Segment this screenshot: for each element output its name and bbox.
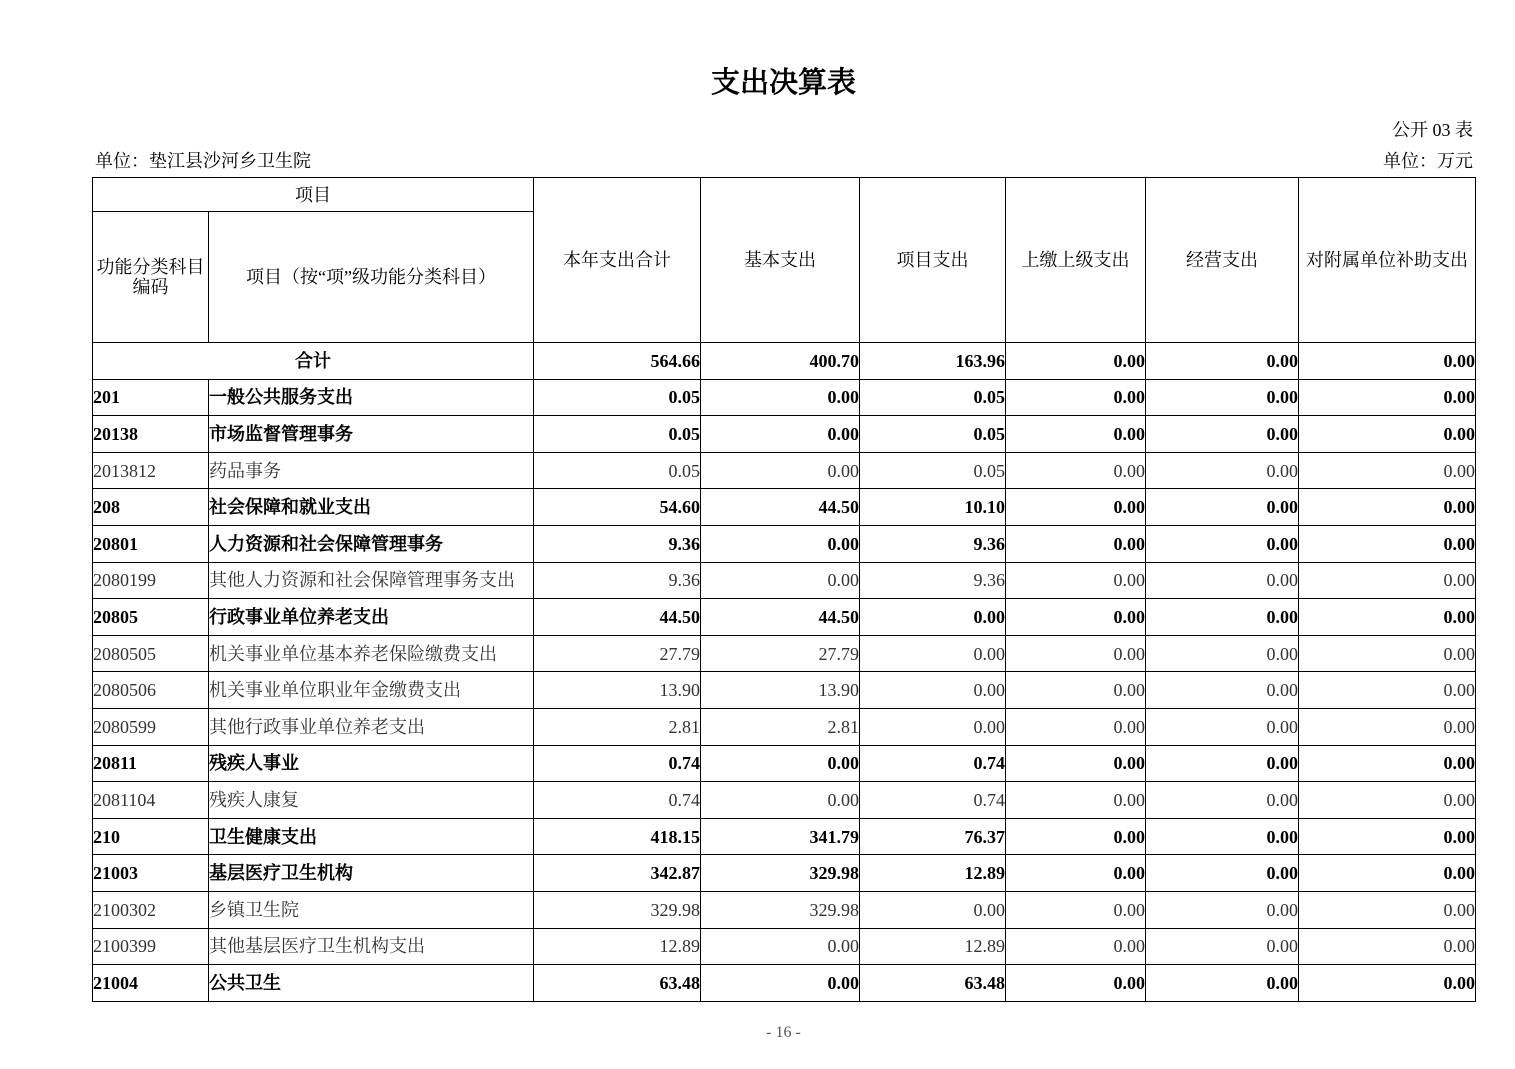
total-expenditure-cell: 9.36 [534, 525, 701, 562]
name-cell: 乡镇卫生院 [209, 891, 534, 928]
page-title: 支出决算表 [710, 67, 856, 99]
total-expenditure-cell: 0.05 [534, 379, 701, 416]
subsidy-to-affiliates-cell: 0.00 [1299, 416, 1476, 453]
subsidy-to-affiliates-cell: 0.00 [1299, 452, 1476, 489]
total-expenditure-cell: 54.60 [534, 489, 701, 526]
basic-expenditure-cell: 0.00 [701, 379, 860, 416]
business-expenditure-cell: 0.00 [1146, 452, 1299, 489]
table-row [93, 489, 1476, 526]
code-cell: 21004 [93, 965, 209, 1002]
subsidy-to-affiliates-cell: 0.00 [1299, 782, 1476, 819]
name-cell: 人力资源和社会保障管理事务 [209, 525, 534, 562]
code-cell: 2080505 [93, 635, 209, 672]
code-cell: 2080506 [93, 672, 209, 709]
basic-expenditure-cell: 0.00 [701, 965, 860, 1002]
reporting-unit: 单位：垫江县沙河乡卫生院 [95, 151, 311, 171]
table-row [93, 599, 1476, 636]
total-expenditure-cell: 63.48 [534, 965, 701, 1002]
business-expenditure-cell: 0.00 [1146, 745, 1299, 782]
table-row [93, 855, 1476, 892]
subsidy-to-affiliates-cell: 0.00 [1299, 708, 1476, 745]
remit-to-superior-cell: 0.00 [1006, 525, 1146, 562]
name-cell: 其他人力资源和社会保障管理事务支出 [209, 562, 534, 599]
code-cell: 2081104 [93, 782, 209, 819]
header-name: 项目（按“项”级功能分类科目） [209, 212, 534, 343]
table-row [93, 708, 1476, 745]
code-cell: 2100399 [93, 928, 209, 965]
remit-to-superior-cell: 0.00 [1006, 818, 1146, 855]
code-cell: 20138 [93, 416, 209, 453]
basic-expenditure-cell: 341.79 [701, 818, 860, 855]
project-expenditure-cell: 9.36 [860, 525, 1006, 562]
project-expenditure-cell: 163.96 [860, 343, 1006, 380]
table-row [93, 635, 1476, 672]
remit-to-superior-cell: 0.00 [1006, 782, 1146, 819]
name-cell: 其他基层医疗卫生机构支出 [209, 928, 534, 965]
expenditure-table [92, 177, 1476, 1002]
subsidy-to-affiliates-cell: 0.00 [1299, 599, 1476, 636]
subsidy-to-affiliates-cell: 0.00 [1299, 489, 1476, 526]
code-cell: 20805 [93, 599, 209, 636]
basic-expenditure-cell: 0.00 [701, 416, 860, 453]
header-row [93, 178, 1476, 212]
subsidy-to-affiliates-cell: 0.00 [1299, 379, 1476, 416]
total-expenditure-cell: 418.15 [534, 818, 701, 855]
total-expenditure-cell: 564.66 [534, 343, 701, 380]
business-expenditure-cell: 0.00 [1146, 562, 1299, 599]
remit-to-superior-cell: 0.00 [1006, 928, 1146, 965]
basic-expenditure-cell: 0.00 [701, 782, 860, 819]
total-expenditure-cell: 342.87 [534, 855, 701, 892]
business-expenditure-cell: 0.00 [1146, 891, 1299, 928]
project-expenditure-cell: 0.05 [860, 416, 1006, 453]
name-cell: 公共卫生 [209, 965, 534, 1002]
business-expenditure-cell: 0.00 [1146, 599, 1299, 636]
remit-to-superior-cell: 0.00 [1006, 379, 1146, 416]
project-expenditure-cell: 0.00 [860, 635, 1006, 672]
page-number: - 16 - [766, 1024, 801, 1041]
remit-to-superior-cell: 0.00 [1006, 965, 1146, 1002]
project-expenditure-cell: 0.74 [860, 745, 1006, 782]
table-row [93, 452, 1476, 489]
header-total-expenditure: 本年支出合计 [534, 178, 701, 343]
project-expenditure-cell: 0.74 [860, 782, 1006, 819]
code-cell: 201 [93, 379, 209, 416]
business-expenditure-cell: 0.00 [1146, 525, 1299, 562]
table-row [93, 928, 1476, 965]
business-expenditure-cell: 0.00 [1146, 965, 1299, 1002]
project-expenditure-cell: 9.36 [860, 562, 1006, 599]
table-row [93, 965, 1476, 1002]
table-row [93, 818, 1476, 855]
subsidy-to-affiliates-cell: 0.00 [1299, 635, 1476, 672]
total-expenditure-cell: 0.05 [534, 416, 701, 453]
remit-to-superior-cell: 0.00 [1006, 891, 1146, 928]
table-row [93, 782, 1476, 819]
form-number: 公开 03 表 [1392, 120, 1473, 140]
project-expenditure-cell: 0.00 [860, 708, 1006, 745]
business-expenditure-cell: 0.00 [1146, 818, 1299, 855]
project-expenditure-cell: 63.48 [860, 965, 1006, 1002]
table-row [93, 416, 1476, 453]
name-cell: 残疾人事业 [209, 745, 534, 782]
name-cell: 机关事业单位职业年金缴费支出 [209, 672, 534, 709]
remit-to-superior-cell: 0.00 [1006, 635, 1146, 672]
total-expenditure-cell: 0.74 [534, 782, 701, 819]
total-expenditure-cell: 12.89 [534, 928, 701, 965]
subsidy-to-affiliates-cell: 0.00 [1299, 525, 1476, 562]
project-expenditure-cell: 10.10 [860, 489, 1006, 526]
basic-expenditure-cell: 13.90 [701, 672, 860, 709]
header-code: 功能分类科目编码 [93, 212, 209, 343]
remit-to-superior-cell: 0.00 [1006, 452, 1146, 489]
header-remit-to-superior: 上缴上级支出 [1006, 178, 1146, 343]
total-expenditure-cell: 27.79 [534, 635, 701, 672]
header-business-expenditure: 经营支出 [1146, 178, 1299, 343]
remit-to-superior-cell: 0.00 [1006, 416, 1146, 453]
code-cell: 2080199 [93, 562, 209, 599]
basic-expenditure-cell: 44.50 [701, 599, 860, 636]
basic-expenditure-cell: 400.70 [701, 343, 860, 380]
basic-expenditure-cell: 329.98 [701, 855, 860, 892]
remit-to-superior-cell: 0.00 [1006, 489, 1146, 526]
basic-expenditure-cell: 0.00 [701, 525, 860, 562]
total-expenditure-cell: 44.50 [534, 599, 701, 636]
name-cell: 市场监督管理事务 [209, 416, 534, 453]
basic-expenditure-cell: 0.00 [701, 928, 860, 965]
name-cell: 其他行政事业单位养老支出 [209, 708, 534, 745]
project-expenditure-cell: 12.89 [860, 855, 1006, 892]
name-cell: 一般公共服务支出 [209, 379, 534, 416]
subsidy-to-affiliates-cell: 0.00 [1299, 855, 1476, 892]
table-row [93, 379, 1476, 416]
table-row [93, 891, 1476, 928]
code-cell: 2013812 [93, 452, 209, 489]
header-subsidy-to-affiliates: 对附属单位补助支出 [1299, 178, 1476, 343]
currency-unit: 单位：万元 [1383, 151, 1473, 171]
basic-expenditure-cell: 0.00 [701, 745, 860, 782]
header-project: 项目 [93, 178, 534, 212]
table-row [93, 562, 1476, 599]
table-row [93, 525, 1476, 562]
project-expenditure-cell: 0.00 [860, 599, 1006, 636]
basic-expenditure-cell: 27.79 [701, 635, 860, 672]
code-cell: 21003 [93, 855, 209, 892]
remit-to-superior-cell: 0.00 [1006, 562, 1146, 599]
business-expenditure-cell: 0.00 [1146, 416, 1299, 453]
business-expenditure-cell: 0.00 [1146, 928, 1299, 965]
remit-to-superior-cell: 0.00 [1006, 599, 1146, 636]
name-cell: 残疾人康复 [209, 782, 534, 819]
basic-expenditure-cell: 0.00 [701, 452, 860, 489]
project-expenditure-cell: 0.00 [860, 672, 1006, 709]
basic-expenditure-cell: 329.98 [701, 891, 860, 928]
total-expenditure-cell: 0.05 [534, 452, 701, 489]
header-basic-expenditure: 基本支出 [701, 178, 860, 343]
table-row [93, 745, 1476, 782]
business-expenditure-cell: 0.00 [1146, 672, 1299, 709]
header-project-expenditure: 项目支出 [860, 178, 1006, 343]
subsidy-to-affiliates-cell: 0.00 [1299, 343, 1476, 380]
code-cell: 20811 [93, 745, 209, 782]
subsidy-to-affiliates-cell: 0.00 [1299, 745, 1476, 782]
code-cell: 210 [93, 818, 209, 855]
subsidy-to-affiliates-cell: 0.00 [1299, 965, 1476, 1002]
name-cell: 行政事业单位养老支出 [209, 599, 534, 636]
business-expenditure-cell: 0.00 [1146, 635, 1299, 672]
total-label: 合计 [93, 343, 534, 380]
remit-to-superior-cell: 0.00 [1006, 343, 1146, 380]
total-expenditure-cell: 13.90 [534, 672, 701, 709]
name-cell: 社会保障和就业支出 [209, 489, 534, 526]
basic-expenditure-cell: 44.50 [701, 489, 860, 526]
business-expenditure-cell: 0.00 [1146, 489, 1299, 526]
code-cell: 208 [93, 489, 209, 526]
subsidy-to-affiliates-cell: 0.00 [1299, 818, 1476, 855]
business-expenditure-cell: 0.00 [1146, 708, 1299, 745]
business-expenditure-cell: 0.00 [1146, 343, 1299, 380]
project-expenditure-cell: 0.05 [860, 452, 1006, 489]
total-expenditure-cell: 0.74 [534, 745, 701, 782]
business-expenditure-cell: 0.00 [1146, 855, 1299, 892]
business-expenditure-cell: 0.00 [1146, 379, 1299, 416]
code-cell: 2080599 [93, 708, 209, 745]
total-expenditure-cell: 9.36 [534, 562, 701, 599]
remit-to-superior-cell: 0.00 [1006, 672, 1146, 709]
basic-expenditure-cell: 2.81 [701, 708, 860, 745]
name-cell: 基层医疗卫生机构 [209, 855, 534, 892]
basic-expenditure-cell: 0.00 [701, 562, 860, 599]
subsidy-to-affiliates-cell: 0.00 [1299, 672, 1476, 709]
project-expenditure-cell: 0.05 [860, 379, 1006, 416]
total-row [93, 343, 1476, 380]
name-cell: 机关事业单位基本养老保险缴费支出 [209, 635, 534, 672]
total-expenditure-cell: 329.98 [534, 891, 701, 928]
remit-to-superior-cell: 0.00 [1006, 855, 1146, 892]
project-expenditure-cell: 0.00 [860, 891, 1006, 928]
code-cell: 2100302 [93, 891, 209, 928]
table-row [93, 672, 1476, 709]
remit-to-superior-cell: 0.00 [1006, 745, 1146, 782]
total-expenditure-cell: 2.81 [534, 708, 701, 745]
project-expenditure-cell: 12.89 [860, 928, 1006, 965]
subsidy-to-affiliates-cell: 0.00 [1299, 562, 1476, 599]
code-cell: 20801 [93, 525, 209, 562]
name-cell: 卫生健康支出 [209, 818, 534, 855]
business-expenditure-cell: 0.00 [1146, 782, 1299, 819]
remit-to-superior-cell: 0.00 [1006, 708, 1146, 745]
subsidy-to-affiliates-cell: 0.00 [1299, 891, 1476, 928]
subsidy-to-affiliates-cell: 0.00 [1299, 928, 1476, 965]
project-expenditure-cell: 76.37 [860, 818, 1006, 855]
name-cell: 药品事务 [209, 452, 534, 489]
